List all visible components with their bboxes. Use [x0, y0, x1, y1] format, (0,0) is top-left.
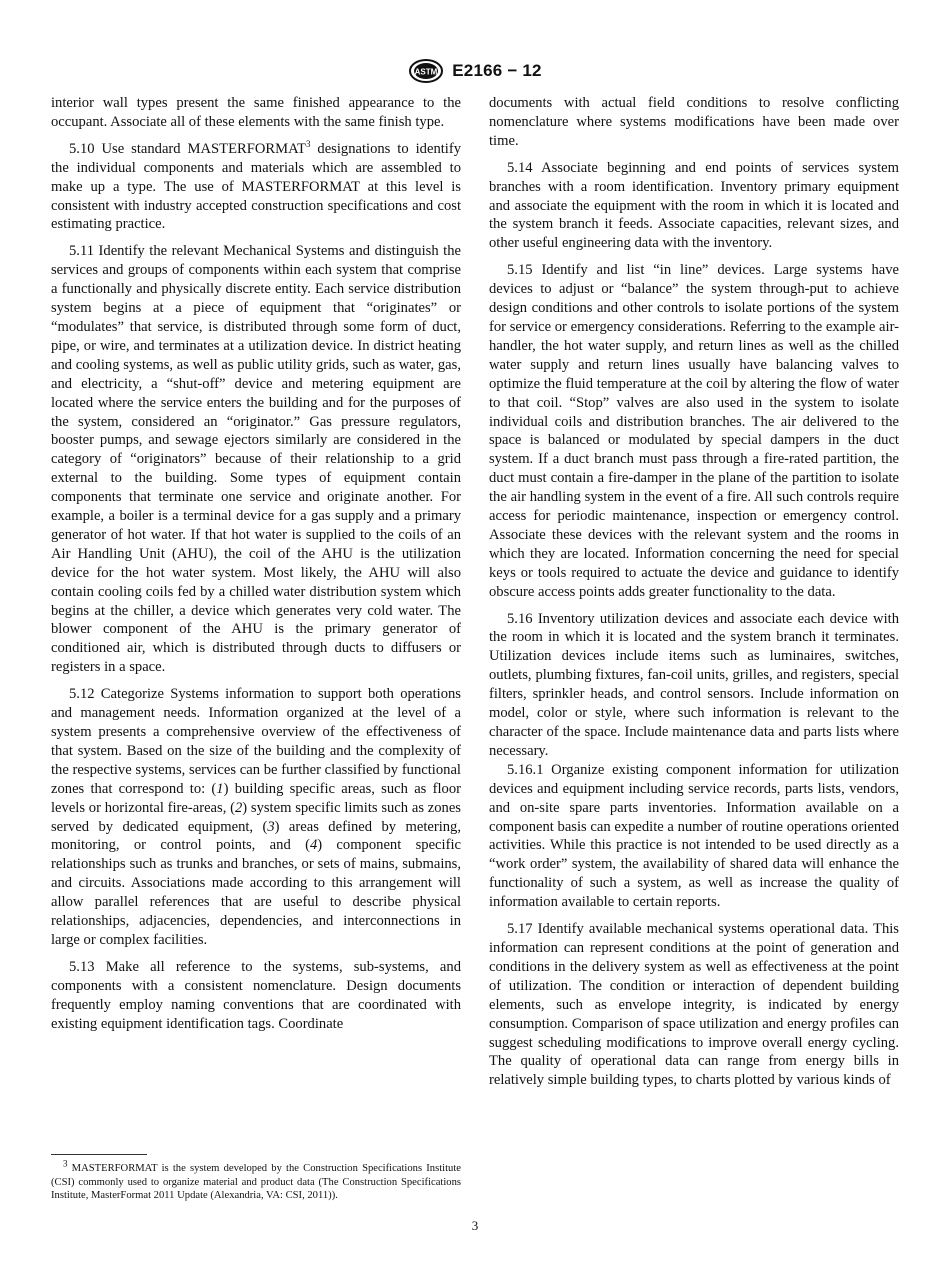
paragraph-continuation: interior wall types present the same finished appearance to the occupant. Associate all of these elements with the same finish type.: [51, 95, 461, 130]
astm-logo-text: ASTM: [414, 67, 438, 77]
footnote-ref: 3: [305, 138, 311, 149]
paragraph-continuation: documents with actual field conditions to resolve conflicting nomenclature where systems modifications have been made over time.: [489, 95, 899, 149]
footnote-divider: [51, 1154, 147, 1155]
astm-logo: [408, 58, 444, 84]
paragraph-5-11: 5.11 Identify the relevant Mechanical Systems and distinguish the services and groups of components within each system that comprise a functionally and physically discrete entity. Each service distribution system begins at a piece of equipment that “originates” or “modulates” that service, is distributed through some form of duct, pipe, or wire, and terminates at a utilization device. In district heating and cooling systems, as well as public utility grids, such as water, gas, and electricity, a “shut-off” device and metering equipment are located where the service enters the building and for the purposes of the system, considered an “originator.” Gas pressure regulators, booster pumps, and sewage ejectors similarly are considered in the category of “originators” because of their relationship to a grid external to the building. Some types of equipment contain components that terminate one service and originate another. For example, a boiler is a terminal device for a gas supply and a primary generator of hot water. If that hot water is supplied to the coils of an Air Handling Unit (AHU), the coil of the AHU is the utilization device for the hot water system. Most likely, the AHU will also contain cooling coils fed by a chilled water distribution system which begins at the chiller, a device which generates very cold water. The blower component of the AHU is the primary generator of conditioned air, which is distributed through ducts to diffusers or registers in a space.: [51, 243, 461, 676]
footnote-marker: 3: [63, 1158, 68, 1169]
paragraph-5-10: 5.10 Use standard MASTERFORMAT$^3$ designations to identify the individual components and materials which are assembled to make up a type. The use of MASTERFORMAT at this level is consistent with industry accepted construction specifications and cost estimating practice.: [51, 138, 462, 233]
paragraph-5-14: 5.14 Associate beginning and end points of services system branches with a room identification. Inventory primary equipment and associate the equipment with the room in which it is located and the system branch it feeds. Associate capacities, relevant sizes, and other useful engineering data with the inventory.: [489, 159, 899, 252]
page-number: 3: [471, 1218, 479, 1233]
footnote-text: MASTERFORMAT is the system developed by the Construction Specifications Institute (CSI) commonly used to organize material and product data (The Construction Specifications Institute, MasterFormat 2011 Update (Alexandria, VA: CSI, 2011)).: [51, 1163, 461, 1202]
page-header: [0, 56, 950, 86]
right-column: [489, 94, 899, 1098]
paragraph-5-15: 5.15 Identify and list “in line” devices. Large systems have devices to adjust or “balance” the system through-put to achieve design conditions and other controls to isolate portions of the system for service or emergency considerations. Referring to the example air-handler, the hot water supply, and return lines as well as the chilled water supply and return lines usually have balancing valves to optimize the fluid temperature at the coil by altering the flow of water to that coil. “Stop” valves are also used in the system to isolate individual coils and distribution branches. The air delivered to the space is balanced or modulated by special dampers in the duct system. If a duct branch must pass through a fire-rated partition, the duct must contain a fire-damper in the plane of the partition to isolate the air handling system in the event of a fire. All such controls require access for periodic maintenance, inspection or emergency control. Associate these devices with the relevant system and the rooms in which they are located. Information concerning the need for special keys or tools required to actuate the device and guidance to identify obscure access points adds greater functionality to the data.: [489, 262, 899, 600]
standard-designation: E2166 − 12: [452, 61, 542, 80]
paragraph-5-13: 5.13 Make all reference to the systems, sub-systems, and components with a consistent nomenclature. Design documents frequently employ naming conventions that are coordinated with existing equipment identification tags. Coordinate: [51, 958, 461, 1032]
paragraph-5-16: 5.16 Inventory utilization devices and associate each device with the room in which it is located and the system branch it terminates. Utilization devices include items such as luminaires, switches, outlets, plumbing fixtures, fan-coil units, grilles, and registers, special filters, sprinkler heads, and control sensors. Include information on model, color or style, where such information is relevant to the character of the space. Include maintenance data and parts lists where necessary.: [489, 610, 899, 759]
paragraph-5-17: 5.17 Identify available mechanical systems operational data. This information can represent conditions at the point of generation and conditions in the delivery system as well as effectiveness at the point of utilization. The condition or interaction of dependent building elements, such as envelope integrity, is indicated by energy consumption. Comparison of space utilization and energy profiles can suggest scheduling modifications to improve overall energy cycling. The quality of operational data can range from energy bills in relatively simple building types, to charts plotted by various kinds of: [489, 921, 899, 1089]
left-column: [51, 94, 461, 1042]
paragraph-5-16-1: 5.16.1 Organize existing component information for utilization devices and equipment including service records, parts lists, vendors, and on-site spare parts inventories. Information available on a component basis can expedite a number of routine operations oriented activities. While this practice is not intended to be used directly as a “work order” system, the availability of shared data will enhance the functionality of such a system, as well as increase the quality of information available to certain reports.: [489, 761, 899, 911]
paragraph-5-12: 5.12 Categorize Systems information to support both operations and management needs. Information organized at the level of a system presents a comprehensive overview of the effectiveness of that system. Based on the size of the building and the complexity of the respective systems, services can be further classified by functional zones that correspond to: (1) building specific areas, such as floor levels or horizontal fire-areas, (2) system specific limits such as zones served by dedicated equipment, (3) areas defined by metering, monitoring, or control points, and (4) component specific relationships such as trunks and branches, or sets of mains, submains, and circuits. Associations made according to this arrangement will allow parallel references that are useful to describe physical relationships, adjacencies, dependencies, and interconnections in large or complex facilities.: [51, 686, 462, 948]
footnote: [51, 1158, 461, 1203]
